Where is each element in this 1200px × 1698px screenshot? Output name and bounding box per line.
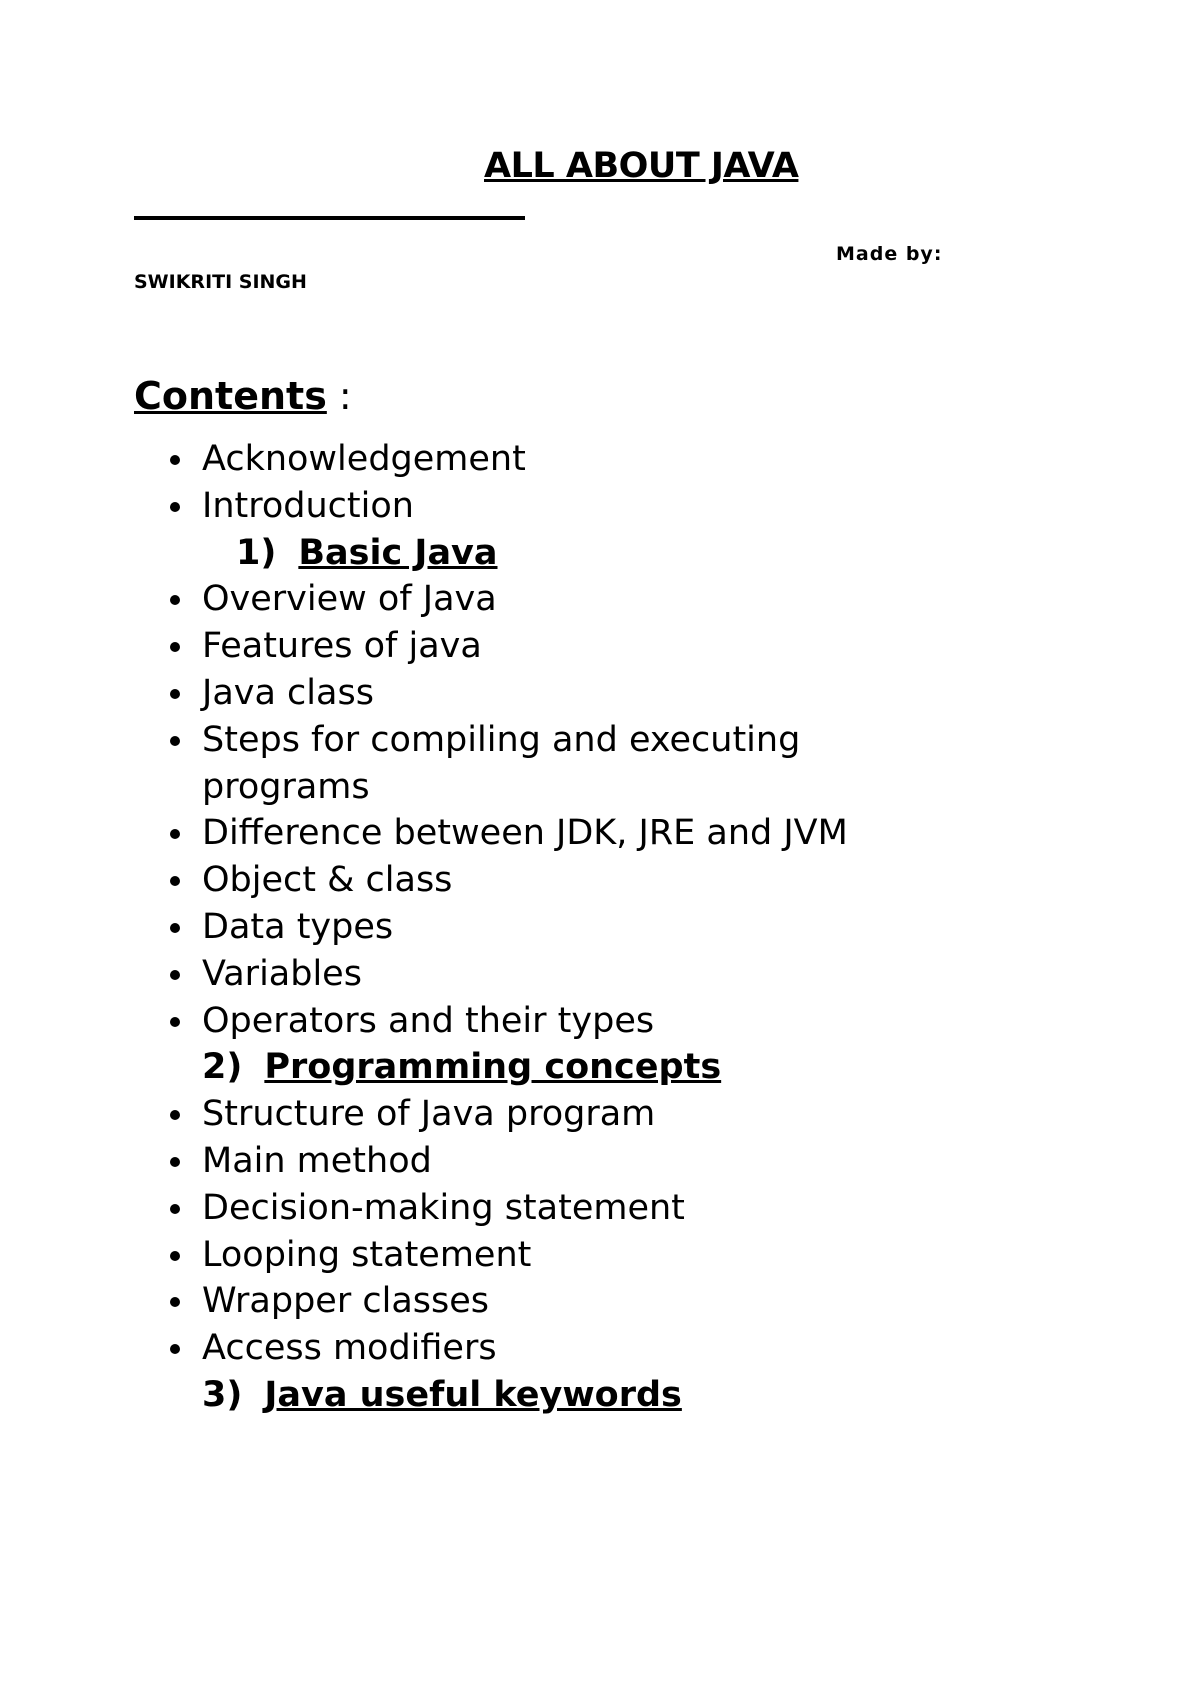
- list-item: Access modifiers: [0, 1325, 922, 1372]
- list-item: Decision-making statement: [0, 1185, 922, 1232]
- document-title: ALL ABOUT JAVA: [484, 146, 799, 186]
- contents-colon: :: [326, 374, 352, 418]
- made-by-label: Made by:: [836, 243, 943, 265]
- section-number: 3): [202, 1374, 243, 1415]
- section-title: Programming concepts: [264, 1047, 722, 1088]
- contents-list: [0, 436, 1200, 1419]
- list-item: Wrapper classes: [0, 1278, 922, 1325]
- horizontal-rule: [134, 216, 525, 220]
- section-heading: [0, 1044, 922, 1091]
- list-item: Main method: [0, 1138, 922, 1185]
- section-number: 2): [202, 1047, 243, 1088]
- list-item: Looping statement: [0, 1232, 922, 1279]
- section-title: Basic Java: [298, 532, 498, 573]
- author-name: SWIKRITI SINGH: [134, 271, 307, 293]
- contents-label: Contents: [134, 374, 327, 418]
- list-item: Introduction: [0, 483, 922, 530]
- list-item: Features of java: [0, 623, 922, 670]
- section-heading: [0, 530, 956, 577]
- list-item: Steps for compiling and executing programs: [0, 717, 922, 811]
- list-item: Structure of Java program: [0, 1091, 922, 1138]
- list-item: Object & class: [0, 857, 922, 904]
- list-item: Overview of Java: [0, 576, 922, 623]
- section-title: Java useful keywords: [264, 1374, 682, 1415]
- section-heading: [0, 1372, 922, 1419]
- list-item: Operators and their types: [0, 998, 922, 1045]
- list-item: Java class: [0, 670, 922, 717]
- list-item: Acknowledgement: [0, 436, 922, 483]
- list-item: Data types: [0, 904, 922, 951]
- contents-heading: [134, 374, 352, 418]
- list-item: Difference between JDK, JRE and JVM: [0, 810, 922, 857]
- section-number: 1): [236, 532, 277, 573]
- list-item: Variables: [0, 951, 922, 998]
